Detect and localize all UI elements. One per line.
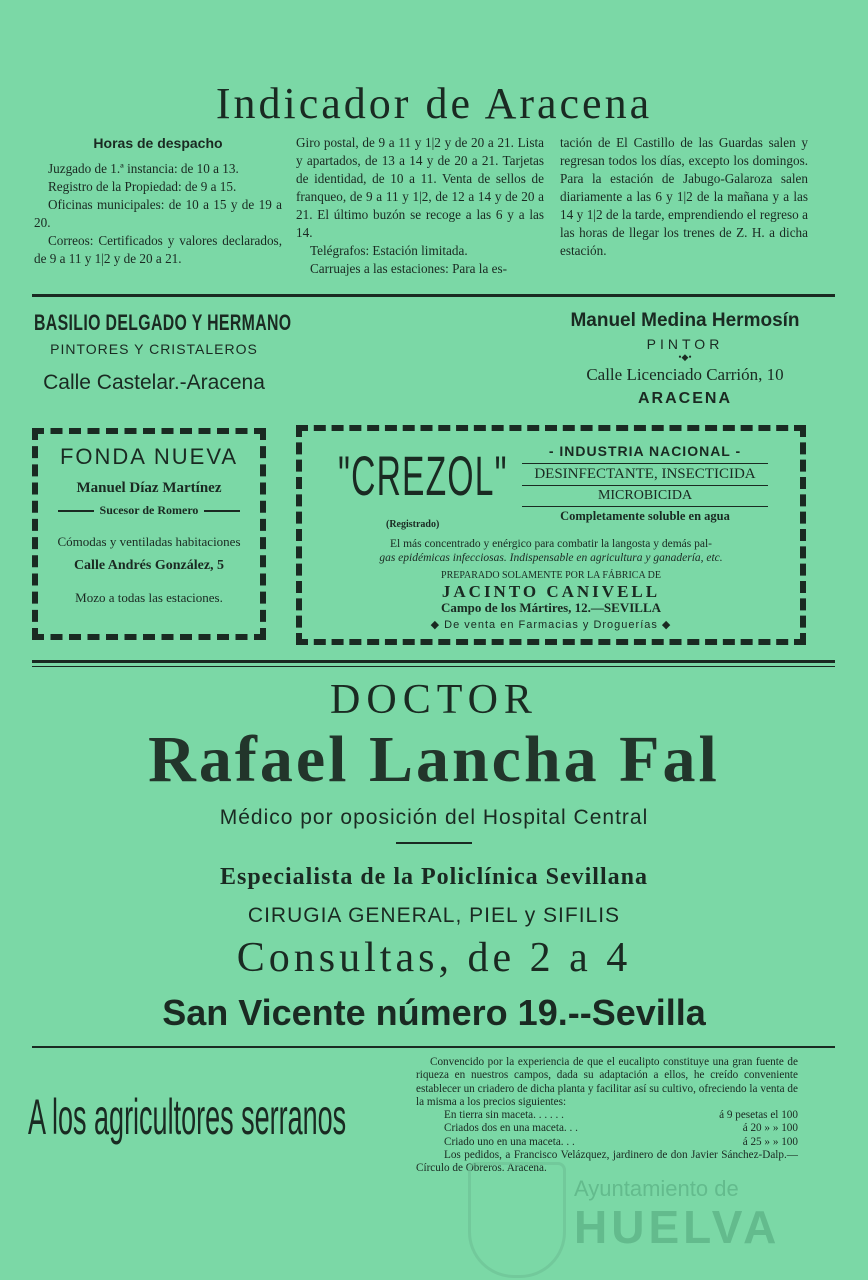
hours-entry: Giro postal, de 9 a 11 y 1|2 y de 20 a 21. Lista y apartados, de 13 a 14 y de 20 a 21. Tarjetas de identidad, de 10 a 11. Venta de sellos de franqueo, de 9 a 11 y 1|2, de 12 a 14 y de 20 a 21. El último buzón se recoge a las 6 y a las 14. [296, 135, 544, 240]
divider [32, 660, 835, 663]
rule [522, 485, 768, 486]
price-value: á 9 pesetas el 100 [719, 1109, 798, 1122]
price-row [416, 1109, 798, 1122]
ad-agri-intro: Convencido por la experiencia de que el eucalipto constituye una gran fuente de riqueza en nuestros campos, dada su adaptación a ellos, he creído conveniente establecer un criadero de dicha planta y facilitar así su cultivo, ofreciendo la venta de la misma a los precios siguientes: [416, 1056, 798, 1108]
ad-crezol-soluble: Completamente soluble en agua [560, 509, 730, 523]
ad-doctor-name: Rafael Lancha Fal [148, 723, 720, 796]
ad-doctor-specialty: Especialista de la Policlínica Sevillana [219, 864, 648, 890]
ad-crezol-box [296, 425, 806, 645]
ad-crezol-brand: "CREZOL" [338, 444, 508, 507]
ad-doctor-label: DOCTOR [330, 677, 538, 723]
ad-crezol-type1: DESINFECTANTE, INSECTICIDA [534, 466, 756, 482]
rule [522, 463, 768, 464]
ad-crezol-claims [522, 443, 768, 524]
price-row [416, 1122, 798, 1135]
ad-fonda-name: FONDA NUEVA [59, 444, 239, 469]
price-value: á 25 » » 100 [742, 1135, 798, 1148]
hours-column-3 [560, 134, 808, 260]
hours-entry: Carruajes a las estaciones: Para la es- [310, 261, 507, 276]
divider [32, 1046, 835, 1048]
price-item: En tierra sin maceta. . . . . . [444, 1109, 564, 1122]
ad-crezol-type2: MICROBICIDA [597, 488, 693, 503]
page-title: Indicador de Aracena [215, 79, 653, 128]
ad-fonda-service: Mozo a todas las estaciones. [75, 590, 223, 605]
ad-agri-orders: Los pedidos, a Francisco Velázquez, jardinero de don Javier Sánchez-Dalp.—Círculo de Obreros. Aracena. [416, 1149, 798, 1175]
hours-entry: Registro de la Propiedad: de 9 a 15. [48, 179, 237, 194]
ad-crezol-sale: ◆ De venta en Farmacias y Droguerías ◆ [430, 619, 672, 631]
ad-agri-body [416, 1056, 798, 1176]
price-row [416, 1136, 798, 1149]
price-item: Criados dos en una maceta. . . [444, 1122, 578, 1135]
ad-doctor-fields: CIRUGIA GENERAL, PIEL y SIFILIS [247, 904, 621, 927]
ad-basilio [34, 310, 292, 395]
ad-medina-trade: PINTOR [646, 336, 724, 352]
hours-entry: Telégrafos: Estación limitada. [310, 243, 468, 258]
ad-crezol-address: Campo de los Mártires, 12.—SEVILLA [440, 600, 662, 615]
hours-entry: Oficinas municipales: de 10 a 15 y de 19 a 20. [34, 197, 282, 230]
ad-fonda-successor-row [38, 503, 260, 518]
hours-entry: tación de El Castillo de las Guardas salen y regresan todos los días, excepto los domingos. Para la estación de Jabugo-Galaroza salen diariamente a las 6 y 1|2 de la mañana y a las 14 y 1|2 de la tarde, emprendiendo el regreso a las horas de llegar los trenes de Z. H. a dicha estación. [560, 135, 808, 258]
ad-fonda-owner: Manuel Díaz Martínez [76, 480, 222, 496]
ad-crezol-prepared: PREPARADO SOLAMENTE POR LA FÁBRICA DE [441, 570, 661, 581]
ad-medina [560, 310, 810, 408]
ad-crezol-industry: - INDUSTRIA NACIONAL - [548, 443, 742, 459]
hours-heading: Horas de despacho [93, 135, 223, 151]
ad-fonda-box [32, 428, 266, 640]
crest-watermark-icon [468, 1162, 566, 1278]
ornament-rule [396, 842, 472, 844]
ad-agri-headline: A los agricultores serranos [28, 1089, 347, 1145]
rule [522, 506, 768, 507]
ad-medina-name: Manuel Medina Hermosín [570, 310, 800, 331]
ad-fonda-rooms: Cómodas y ventiladas habitaciones [57, 534, 241, 549]
ad-crezol-desc1: El más concentrado y enérgico para combatir la langosta y demás pal- [390, 538, 712, 550]
ad-crezol-maker: JACINTO CANIVELL [441, 582, 661, 601]
hours-entry: Juzgado de 1.ª instancia: de 10 a 13. [48, 161, 239, 176]
price-item: Criado uno en una maceta. . . [444, 1135, 575, 1148]
ad-crezol-description [306, 537, 796, 632]
ad-fonda-successor: Sucesor de Romero [99, 503, 199, 517]
ad-basilio-address: Calle Castelar.-Aracena [43, 371, 265, 394]
ad-basilio-name: BASILIO DELGADO Y HERMANO [34, 310, 292, 335]
ad-fonda-address: Calle Andrés González, 5 [73, 558, 225, 573]
price-value: á 20 » » 100 [742, 1122, 798, 1135]
ad-medina-address: Calle Licenciado Carrión, 10 [586, 365, 784, 384]
hours-entry: Correos: Certificados y valores declarados, de 9 a 11 y 1|2 y de 20 a 21. [34, 233, 282, 266]
rule [204, 510, 240, 512]
ornament: •◆• [678, 352, 692, 362]
ad-crezol-registered: (Registrado) [386, 519, 440, 530]
ad-doctor-position: Médico por oposición del Hospital Central [219, 806, 649, 829]
ad-doctor-hours: Consultas, de 2 a 4 [236, 935, 632, 981]
divider [32, 294, 835, 297]
ad-medina-city: ARACENA [638, 390, 732, 407]
ad-crezol-desc2: gas epidémicas infecciosas. Indispensable en agricultura y ganadería, etc. [379, 552, 723, 564]
hours-column-2 [296, 134, 544, 278]
rule [58, 510, 94, 512]
ad-doctor-address: San Vicente número 19.--Sevilla [162, 992, 706, 1033]
watermark-line2: HUELVA [574, 1201, 781, 1253]
ad-basilio-trade: PINTORES Y CRISTALEROS [50, 341, 258, 357]
divider [32, 666, 835, 667]
watermark-line1: Ayuntamiento de [574, 1176, 739, 1201]
hours-column-1 [34, 134, 282, 268]
